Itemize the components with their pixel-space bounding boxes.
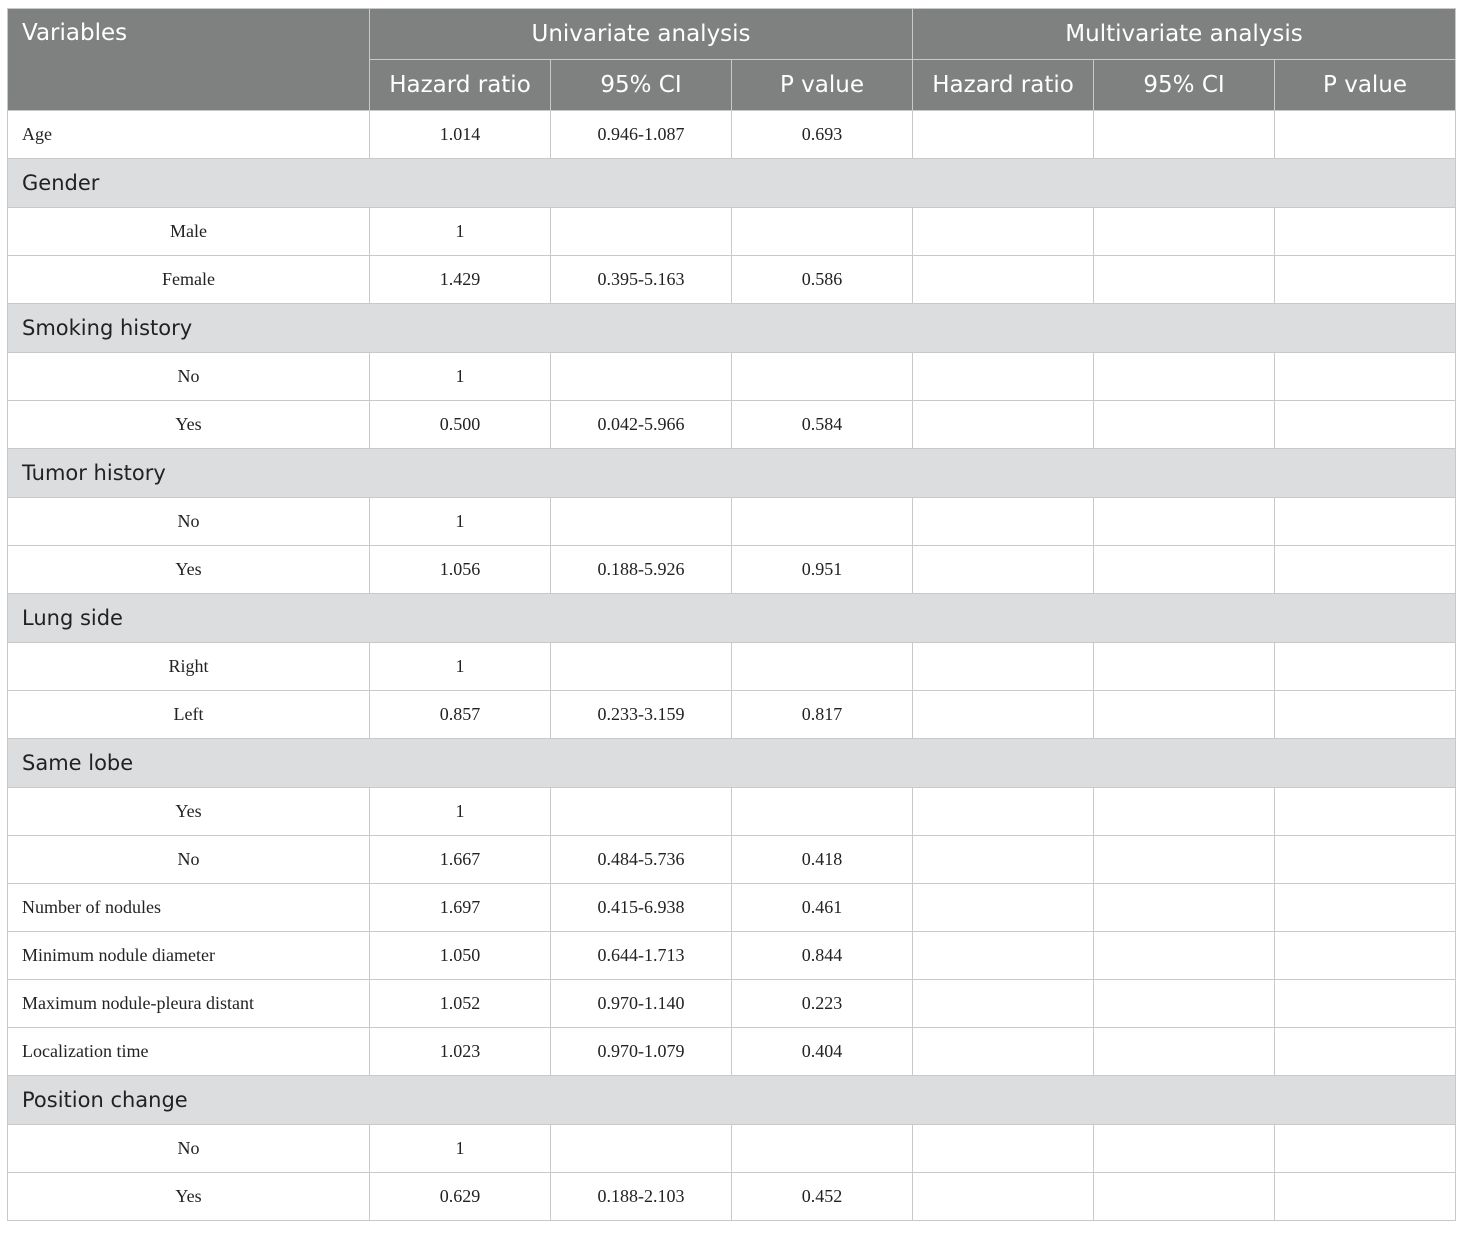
multi-hazard-ratio-cell (913, 643, 1094, 691)
uni-ci-cell (551, 498, 732, 546)
multi-p-value-cell (1275, 836, 1456, 884)
header-variables: Variables (8, 9, 370, 111)
multi-ci-cell (1094, 546, 1275, 594)
uni-ci-cell (551, 353, 732, 401)
multi-ci-cell (1094, 353, 1275, 401)
header-uni-hazard-ratio: Hazard ratio (370, 60, 551, 111)
header-uni-p-value: P value (732, 60, 913, 111)
variable-cell: Female (8, 256, 370, 304)
header-multi-p-value: P value (1275, 60, 1456, 111)
multi-ci-cell (1094, 208, 1275, 256)
group-label: Same lobe (8, 739, 1456, 788)
uni-hazard-ratio-cell: 1.056 (370, 546, 551, 594)
multi-hazard-ratio-cell (913, 256, 1094, 304)
uni-p-value-cell (732, 788, 913, 836)
uni-p-value-cell: 0.817 (732, 691, 913, 739)
uni-ci-cell (551, 1125, 732, 1173)
multi-p-value-cell (1275, 788, 1456, 836)
multi-ci-cell (1094, 111, 1275, 159)
uni-hazard-ratio-cell: 1 (370, 643, 551, 691)
multi-hazard-ratio-cell (913, 788, 1094, 836)
uni-p-value-cell (732, 353, 913, 401)
table-row (8, 1125, 1456, 1173)
multi-hazard-ratio-cell (913, 546, 1094, 594)
group-row (8, 594, 1456, 643)
multi-p-value-cell (1275, 1173, 1456, 1221)
uni-p-value-cell (732, 208, 913, 256)
multi-hazard-ratio-cell (913, 836, 1094, 884)
uni-hazard-ratio-cell: 1.667 (370, 836, 551, 884)
multi-hazard-ratio-cell (913, 1125, 1094, 1173)
uni-ci-cell: 0.970-1.140 (551, 980, 732, 1028)
uni-ci-cell: 0.188-5.926 (551, 546, 732, 594)
uni-hazard-ratio-cell: 1.052 (370, 980, 551, 1028)
uni-ci-cell (551, 208, 732, 256)
group-row (8, 739, 1456, 788)
multi-p-value-cell (1275, 1028, 1456, 1076)
uni-ci-cell: 0.188-2.103 (551, 1173, 732, 1221)
table-row (8, 401, 1456, 449)
multi-hazard-ratio-cell (913, 932, 1094, 980)
uni-p-value-cell: 0.951 (732, 546, 913, 594)
multi-hazard-ratio-cell (913, 111, 1094, 159)
table-row (8, 498, 1456, 546)
uni-p-value-cell: 0.584 (732, 401, 913, 449)
uni-p-value-cell: 0.452 (732, 1173, 913, 1221)
uni-p-value-cell: 0.586 (732, 256, 913, 304)
group-label: Position change (8, 1076, 1456, 1125)
group-label: Tumor history (8, 449, 1456, 498)
group-row (8, 304, 1456, 353)
header-univariate: Univariate analysis (370, 9, 913, 60)
multi-p-value-cell (1275, 932, 1456, 980)
header-multivariate: Multivariate analysis (913, 9, 1456, 60)
multi-p-value-cell (1275, 691, 1456, 739)
uni-p-value-cell (732, 1125, 913, 1173)
uni-p-value-cell: 0.404 (732, 1028, 913, 1076)
multi-ci-cell (1094, 1028, 1275, 1076)
table-row (8, 980, 1456, 1028)
variable-cell: Yes (8, 788, 370, 836)
variable-cell: No (8, 836, 370, 884)
variable-cell: No (8, 498, 370, 546)
multi-p-value-cell (1275, 643, 1456, 691)
multi-ci-cell (1094, 788, 1275, 836)
multi-p-value-cell (1275, 498, 1456, 546)
uni-hazard-ratio-cell: 1 (370, 498, 551, 546)
group-row (8, 159, 1456, 208)
uni-hazard-ratio-cell: 0.857 (370, 691, 551, 739)
header-uni-ci: 95% CI (551, 60, 732, 111)
table-row (8, 546, 1456, 594)
uni-ci-cell: 0.042-5.966 (551, 401, 732, 449)
multi-ci-cell (1094, 980, 1275, 1028)
hazard-ratio-table (7, 8, 1456, 1221)
multi-p-value-cell (1275, 353, 1456, 401)
uni-hazard-ratio-cell: 1.429 (370, 256, 551, 304)
uni-ci-cell: 0.395-5.163 (551, 256, 732, 304)
multi-ci-cell (1094, 401, 1275, 449)
uni-hazard-ratio-cell: 0.500 (370, 401, 551, 449)
variable-cell: No (8, 353, 370, 401)
uni-hazard-ratio-cell: 1 (370, 788, 551, 836)
multi-ci-cell (1094, 1125, 1275, 1173)
multi-ci-cell (1094, 643, 1275, 691)
group-label: Lung side (8, 594, 1456, 643)
uni-ci-cell (551, 643, 732, 691)
group-label: Gender (8, 159, 1456, 208)
uni-hazard-ratio-cell: 1.014 (370, 111, 551, 159)
group-row (8, 1076, 1456, 1125)
multi-hazard-ratio-cell (913, 884, 1094, 932)
uni-p-value-cell: 0.418 (732, 836, 913, 884)
multi-p-value-cell (1275, 980, 1456, 1028)
table-row (8, 691, 1456, 739)
variable-cell: Localization time (8, 1028, 370, 1076)
table-row (8, 208, 1456, 256)
variable-cell: Yes (8, 546, 370, 594)
table-row (8, 788, 1456, 836)
table-row (8, 256, 1456, 304)
multi-hazard-ratio-cell (913, 1028, 1094, 1076)
multi-p-value-cell (1275, 401, 1456, 449)
uni-ci-cell: 0.946-1.087 (551, 111, 732, 159)
multi-hazard-ratio-cell (913, 498, 1094, 546)
table-row (8, 884, 1456, 932)
variable-cell: Minimum nodule diameter (8, 932, 370, 980)
multi-hazard-ratio-cell (913, 1173, 1094, 1221)
multi-ci-cell (1094, 932, 1275, 980)
multi-ci-cell (1094, 884, 1275, 932)
multi-p-value-cell (1275, 208, 1456, 256)
multi-ci-cell (1094, 256, 1275, 304)
variable-cell: Maximum nodule-pleura distant (8, 980, 370, 1028)
group-row (8, 449, 1456, 498)
uni-hazard-ratio-cell: 1 (370, 353, 551, 401)
multi-p-value-cell (1275, 546, 1456, 594)
uni-ci-cell (551, 788, 732, 836)
multi-ci-cell (1094, 1173, 1275, 1221)
variable-cell: Yes (8, 1173, 370, 1221)
multi-p-value-cell (1275, 111, 1456, 159)
variable-cell: Number of nodules (8, 884, 370, 932)
table-row (8, 643, 1456, 691)
variable-cell: Yes (8, 401, 370, 449)
table-row (8, 1173, 1456, 1221)
variable-cell: Male (8, 208, 370, 256)
variable-cell: Age (8, 111, 370, 159)
table-row (8, 1028, 1456, 1076)
table-row (8, 836, 1456, 884)
multi-p-value-cell (1275, 884, 1456, 932)
uni-hazard-ratio-cell: 1.023 (370, 1028, 551, 1076)
multi-hazard-ratio-cell (913, 208, 1094, 256)
table-row (8, 932, 1456, 980)
variable-cell: Right (8, 643, 370, 691)
multi-p-value-cell (1275, 1125, 1456, 1173)
uni-p-value-cell (732, 643, 913, 691)
table-row (8, 111, 1456, 159)
multi-hazard-ratio-cell (913, 401, 1094, 449)
uni-p-value-cell: 0.844 (732, 932, 913, 980)
uni-ci-cell: 0.415-6.938 (551, 884, 732, 932)
uni-ci-cell: 0.233-3.159 (551, 691, 732, 739)
header-multi-ci: 95% CI (1094, 60, 1275, 111)
uni-ci-cell: 0.644-1.713 (551, 932, 732, 980)
multi-hazard-ratio-cell (913, 691, 1094, 739)
uni-p-value-cell: 0.223 (732, 980, 913, 1028)
table-body (8, 111, 1456, 1221)
multi-ci-cell (1094, 836, 1275, 884)
multi-p-value-cell (1275, 256, 1456, 304)
uni-p-value-cell: 0.693 (732, 111, 913, 159)
table-header (8, 9, 1456, 111)
uni-p-value-cell (732, 498, 913, 546)
group-label: Smoking history (8, 304, 1456, 353)
uni-ci-cell: 0.970-1.079 (551, 1028, 732, 1076)
multi-hazard-ratio-cell (913, 353, 1094, 401)
uni-ci-cell: 0.484-5.736 (551, 836, 732, 884)
variable-cell: No (8, 1125, 370, 1173)
uni-p-value-cell: 0.461 (732, 884, 913, 932)
variable-cell: Left (8, 691, 370, 739)
uni-hazard-ratio-cell: 1 (370, 1125, 551, 1173)
multi-ci-cell (1094, 691, 1275, 739)
multi-ci-cell (1094, 498, 1275, 546)
uni-hazard-ratio-cell: 0.629 (370, 1173, 551, 1221)
table-row (8, 353, 1456, 401)
uni-hazard-ratio-cell: 1.697 (370, 884, 551, 932)
header-multi-hazard-ratio: Hazard ratio (913, 60, 1094, 111)
multi-hazard-ratio-cell (913, 980, 1094, 1028)
uni-hazard-ratio-cell: 1.050 (370, 932, 551, 980)
uni-hazard-ratio-cell: 1 (370, 208, 551, 256)
